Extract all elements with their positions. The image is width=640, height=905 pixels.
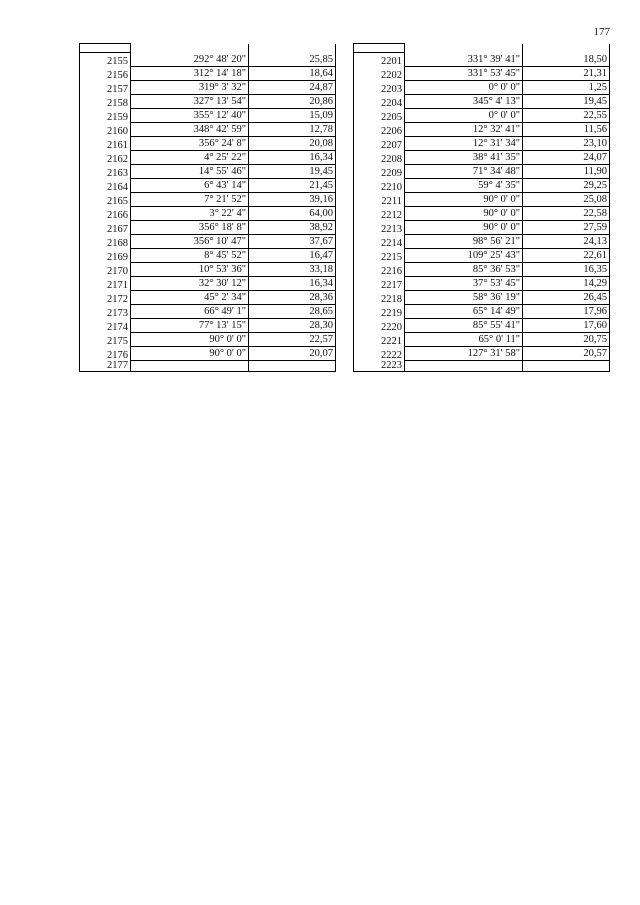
angle-value: 292° 48' 20" (193, 54, 246, 65)
point-id: 2158 (107, 97, 128, 109)
table-row (354, 108, 610, 122)
table-row (354, 122, 610, 136)
point-id: 2205 (381, 111, 402, 123)
angle-value: 109° 25' 43" (467, 250, 520, 261)
distance-value: 21,31 (583, 68, 607, 79)
distance-value: 16,47 (309, 250, 333, 261)
distance-cell (523, 44, 610, 53)
angle-value: 85° 55' 41" (472, 320, 520, 331)
distance-value: 20,57 (583, 348, 607, 359)
distance-value: 1,25 (588, 82, 607, 93)
distance-cell (249, 44, 336, 53)
distance-value: 19,45 (309, 166, 333, 177)
table-top-row (354, 44, 610, 53)
table-row (354, 346, 610, 360)
table-row (354, 332, 610, 346)
distance-value: 16,35 (583, 264, 607, 275)
table-row (354, 318, 610, 332)
point-id: 2207 (381, 139, 402, 151)
distance-value: 39,16 (309, 194, 333, 205)
table-row (354, 234, 610, 248)
distance-value: 22,61 (583, 250, 607, 261)
point-id: 2174 (107, 321, 128, 333)
distance-value: 23,10 (583, 138, 607, 149)
angle-value: 3° 22' 4" (209, 208, 246, 219)
distance-value: 64,00 (309, 208, 333, 219)
table-row (80, 192, 336, 206)
point-id: 2211 (381, 195, 402, 207)
distance-value: 28,36 (309, 292, 333, 303)
table-row (354, 136, 610, 150)
angle-value: 327° 13' 54" (193, 96, 246, 107)
table-row (80, 262, 336, 276)
distance-value: 33,18 (309, 264, 333, 275)
angle-value: 356° 24' 8" (198, 138, 246, 149)
angle-value: 331° 53' 45" (467, 68, 520, 79)
point-id: 2206 (381, 125, 402, 137)
table-row (354, 304, 610, 318)
point-id: 2217 (381, 279, 402, 291)
table-row (80, 66, 336, 80)
angle-value: 345° 4' 13" (472, 96, 520, 107)
table-row (354, 262, 610, 276)
point-id: 2223 (381, 360, 402, 371)
point-id: 2172 (107, 293, 128, 305)
angle-value: 356° 18' 8" (198, 222, 246, 233)
angle-value: 71° 34' 48" (472, 166, 520, 177)
angle-value: 98° 56' 21" (472, 236, 520, 247)
angle-value: 12° 32' 41" (472, 124, 520, 135)
table-row (354, 248, 610, 262)
point-id-cell (80, 44, 131, 53)
distance-value: 26,45 (583, 292, 607, 303)
distance-value: 28,65 (309, 306, 333, 317)
table-row (80, 248, 336, 262)
table-row (80, 150, 336, 164)
angle-cell (405, 44, 523, 53)
table-row (80, 346, 336, 360)
distance-value: 18,50 (583, 54, 607, 65)
distance-value: 20,08 (309, 138, 333, 149)
distance-value: 20,07 (309, 348, 333, 359)
angle-value: 65° 14' 49" (472, 306, 520, 317)
distance-value: 27,59 (583, 222, 607, 233)
distance-value: 29,25 (583, 180, 607, 191)
distance-value: 38,92 (309, 222, 333, 233)
distance-value: 11,90 (583, 166, 607, 177)
distance-value: 20,86 (309, 96, 333, 107)
angle-cell (131, 44, 249, 53)
distance-value: 22,55 (583, 110, 607, 121)
angle-value: 6° 43' 14" (204, 180, 246, 191)
table-row (80, 178, 336, 192)
angle-value: 8° 45' 52" (204, 250, 246, 261)
table-row (80, 108, 336, 122)
table-row-last (80, 360, 336, 371)
point-id: 2220 (381, 321, 402, 333)
distance-value: 22,57 (309, 334, 333, 345)
angle-value: 356° 10' 47" (193, 236, 246, 247)
point-id: 2167 (107, 223, 128, 235)
distance-value: 14,29 (583, 278, 607, 289)
distance-value: 25,08 (583, 194, 607, 205)
distance-value: 15,09 (309, 110, 333, 121)
point-id: 2209 (381, 167, 402, 179)
angle-cell (405, 360, 523, 371)
angle-value: 4° 25' 22" (204, 152, 246, 163)
angle-value: 7° 21' 52" (204, 194, 246, 205)
point-id: 2203 (381, 83, 402, 95)
survey-table-left (79, 43, 336, 372)
distance-value: 37,67 (309, 236, 333, 247)
table-row (354, 220, 610, 234)
point-id-cell (354, 44, 405, 53)
point-id: 2218 (381, 293, 402, 305)
point-id: 2157 (107, 83, 128, 95)
page-number: 177 (593, 26, 610, 38)
angle-value: 58° 36' 19" (472, 292, 520, 303)
angle-cell (131, 360, 249, 371)
table-row-last (354, 360, 610, 371)
table-row (80, 80, 336, 94)
point-id: 2208 (381, 153, 402, 165)
point-id: 2221 (381, 335, 402, 347)
table-row (354, 192, 610, 206)
table-top-row (80, 44, 336, 53)
table-row (354, 53, 610, 67)
distance-value: 11,56 (583, 124, 607, 135)
point-id: 2212 (381, 209, 402, 221)
table-row (80, 164, 336, 178)
angle-value: 77° 13' 15" (198, 320, 246, 331)
angle-value: 37° 53' 45" (472, 278, 520, 289)
angle-value: 312° 14' 18" (193, 68, 246, 79)
angle-value: 90° 0' 0" (483, 208, 520, 219)
point-id: 2162 (107, 153, 128, 165)
point-id: 2161 (107, 139, 128, 151)
angle-value: 319° 3' 32" (198, 82, 246, 93)
table-row (354, 150, 610, 164)
angle-value: 85° 36' 53" (472, 264, 520, 275)
angle-value: 127° 31' 58" (467, 348, 520, 359)
table-row (354, 80, 610, 94)
point-id: 2156 (107, 69, 128, 81)
table-row (80, 136, 336, 150)
distance-value: 25,85 (309, 54, 333, 65)
angle-value: 38° 41' 35" (472, 152, 520, 163)
distance-value: 17,96 (583, 306, 607, 317)
angle-value: 14° 55' 46" (198, 166, 246, 177)
table-row (80, 94, 336, 108)
angle-value: 355° 12' 40" (193, 110, 246, 121)
point-id: 2168 (107, 237, 128, 249)
table-row (80, 220, 336, 234)
point-id: 2173 (107, 307, 128, 319)
distance-value: 18,64 (309, 68, 333, 79)
angle-value: 0° 0' 0" (488, 82, 520, 93)
point-id: 2215 (381, 251, 402, 263)
distance-cell (523, 360, 610, 371)
distance-value: 16,34 (309, 152, 333, 163)
distance-value: 24,07 (583, 152, 607, 163)
table-row (354, 94, 610, 108)
angle-value: 348° 42' 59" (193, 124, 246, 135)
angle-value: 90° 0' 0" (483, 194, 520, 205)
point-id: 2219 (381, 307, 402, 319)
survey-table-right (353, 43, 610, 372)
distance-value: 12,78 (309, 124, 333, 135)
point-id: 2165 (107, 195, 128, 207)
angle-value: 65° 0' 11" (478, 334, 520, 345)
angle-value: 10° 53' 36" (198, 264, 246, 275)
point-id: 2169 (107, 251, 128, 263)
table-row (354, 66, 610, 80)
point-id: 2176 (107, 349, 128, 361)
table-row (80, 122, 336, 136)
point-id: 2164 (107, 181, 128, 193)
point-id: 2214 (381, 237, 402, 249)
point-id: 2202 (381, 69, 402, 81)
table-row (80, 53, 336, 67)
point-id: 2170 (107, 265, 128, 277)
table-row (80, 332, 336, 346)
angle-value: 32° 30' 12" (198, 278, 246, 289)
point-id: 2163 (107, 167, 128, 179)
distance-cell (249, 360, 336, 371)
angle-value: 66° 49' 1" (204, 306, 246, 317)
angle-value: 90° 0' 0" (209, 348, 246, 359)
table-row (80, 234, 336, 248)
distance-value: 16,34 (309, 278, 333, 289)
distance-value: 20,75 (583, 334, 607, 345)
point-id: 2213 (381, 223, 402, 235)
table-row (80, 304, 336, 318)
distance-value: 22,58 (583, 208, 607, 219)
table-row (354, 164, 610, 178)
point-id: 2159 (107, 111, 128, 123)
angle-value: 331° 39' 41" (467, 54, 520, 65)
point-id: 2155 (107, 55, 128, 67)
table-row (354, 276, 610, 290)
table-row (354, 290, 610, 304)
angle-value: 90° 0' 0" (483, 222, 520, 233)
distance-value: 24,87 (309, 82, 333, 93)
distance-value: 17,60 (583, 320, 607, 331)
distance-value: 19,45 (583, 96, 607, 107)
point-id: 2171 (107, 279, 128, 291)
table-row (354, 178, 610, 192)
point-id: 2204 (381, 97, 402, 109)
distance-value: 21,45 (309, 180, 333, 191)
distance-value: 28,30 (309, 320, 333, 331)
point-id: 2175 (107, 335, 128, 347)
distance-value: 24,13 (583, 236, 607, 247)
angle-value: 59° 4' 35" (478, 180, 520, 191)
angle-value: 0° 0' 0" (488, 110, 520, 121)
point-id: 2210 (381, 181, 402, 193)
point-id: 2201 (381, 55, 402, 67)
point-id: 2166 (107, 209, 128, 221)
table-row (80, 290, 336, 304)
point-id: 2160 (107, 125, 128, 137)
point-id: 2222 (381, 349, 402, 361)
angle-value: 45° 2' 34" (204, 292, 246, 303)
angle-value: 12° 31' 34" (472, 138, 520, 149)
table-row (80, 276, 336, 290)
point-id: 2177 (107, 360, 128, 371)
table-row (80, 318, 336, 332)
table-row (80, 206, 336, 220)
table-row (354, 206, 610, 220)
angle-value: 90° 0' 0" (209, 334, 246, 345)
point-id: 2216 (381, 265, 402, 277)
